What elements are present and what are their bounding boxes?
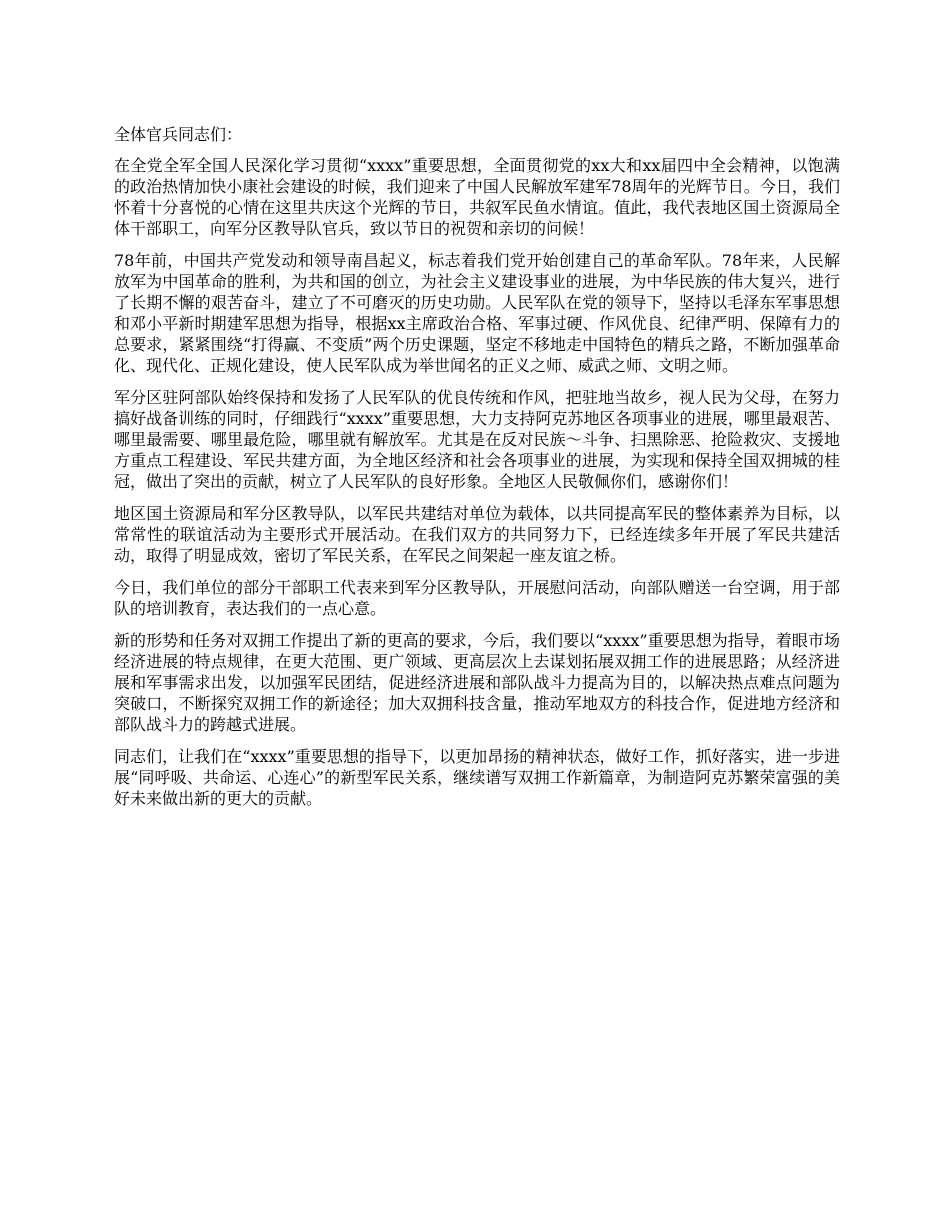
paragraph-joint-activities: 地区国土资源局和军分区教导队，以军民共建结对单位为载体，以共同提高军民的整体素养为目标，以常常性的联谊活动为主要形式开展活动。在我们双方的共同努力下，已经连续多年开展了军民共建活动，取得了明显成效，密切了军民关系，在军民之间架起一座友谊之桥。 bbox=[114, 504, 840, 565]
paragraph-history: 78年前，中国共产党发动和领导南昌起义，标志着我们党开始创建自己的革命军队。78年来，人民解放军为中国革命的胜利，为共和国的创立，为社会主义建设事业的进展，为中华民族的伟大复兴，进行了长期不懈的艰苦奋斗，建立了不可磨灭的历史功勋。人民军队在党的领导下，坚持以毛泽东军事思想和邓小平新时期建军思想为指导，根据xx主席政治合格、军事过硬、作风优良、纪律严明、保障有力的总要求，紧紧围绕“打得赢、不变质”两个历史课题，坚定不移地走中国特色的精兵之路，不断加强革命化、现代化、正规化建设，使人民军队成为举世闻名的正义之师、威武之师、文明之师。 bbox=[114, 251, 840, 375]
salutation: 全体官兵同志们： bbox=[114, 125, 243, 144]
paragraph-local-army: 军分区驻阿部队始终保持和发扬了人民军队的优良传统和作风，把驻地当故乡，视人民为父母，在努力搞好战备训练的同时，仔细践行“xxxx”重要思想，大力支持阿克苏地区各项事业的进展，哪里最艰苦、哪里最需要、哪里最危险，哪里就有解放军。尤其是在反对民族～斗争、扫黑除恶、抢险救灾、支援地方重点工程建设、军民共建方面，为全地区经济和社会各项事业的进展，为实现和保持全国双拥城的桂冠，做出了突出的贡献，树立了人民军队的良好形象。全地区人民敬佩你们，感谢你们！ bbox=[114, 388, 840, 491]
paragraph-greeting: 在全党全军全国人民深化学习贯彻“xxxx”重要思想，全面贯彻党的xx大和xx届四中全会精神，以饱满的政治热情加快小康社会建设的时候，我们迎来了中国人民解放军建军78周年的光辉节日。今日，我们怀着十分喜悦的心情在这里共庆这个光辉的节日，共叙军民鱼水情谊。值此，我代表地区国土资源局全体干部职工，向军分区教导队官兵，致以节日的祝贺和亲切的问候！ bbox=[114, 156, 840, 238]
paragraph-future-work: 新的形势和任务对双拥工作提出了新的更高的要求，今后，我们要以“xxxx”重要思想为指导，着眼市场经济进展的特点规律，在更大范围、更广领域、更高层次上去谋划拓展双拥工作的进展思路；从经济进展和军事需求出发，以加强军民团结，促进经济进展和部队战斗力提高为目的，以解决热点难点问题为突破口，不断探究双拥工作的新途径；加大双拥科技含量，推动军地双方的科技合作，促进地方经济和部队战斗力的跨越式进展。 bbox=[114, 631, 840, 734]
paragraph-closing: 同志们，让我们在“xxxx”重要思想的指导下，以更加昂扬的精神状态，做好工作，抓好落实，进一步进展“同呼吸、共命运、心连心”的新型军民关系，继续谱写双拥工作新篇章，为制造阿克苏繁荣富强的美好未来做出新的更大的贡献。 bbox=[114, 747, 840, 808]
paragraph-visit: 今日，我们单位的部分干部职工代表来到军分区教导队，开展慰问活动，向部队赠送一台空调，用于部队的培训教育，表达我们的一点心意。 bbox=[114, 578, 840, 618]
document-body bbox=[114, 124, 840, 820]
